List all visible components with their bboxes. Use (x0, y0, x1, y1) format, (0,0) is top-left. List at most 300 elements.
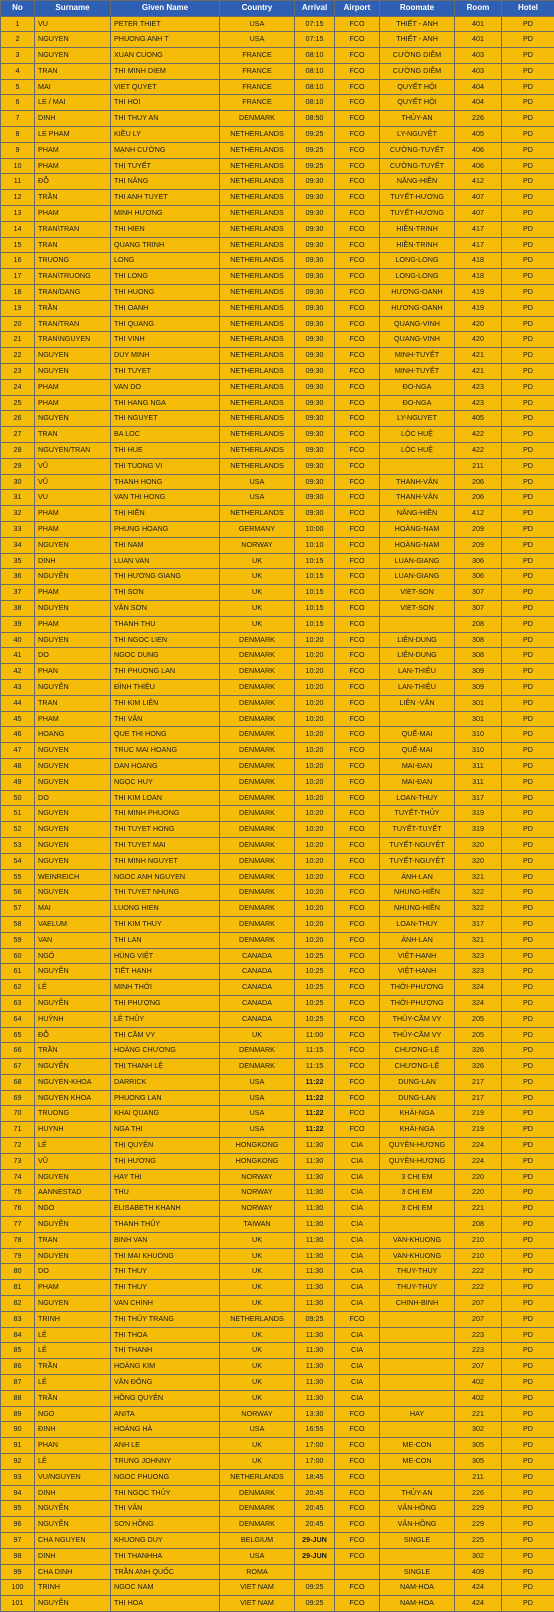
cell-roomate[interactable]: ÁNH-LAN (380, 869, 455, 885)
cell-roomate[interactable]: TUYẾT-HƯƠNG (380, 206, 455, 222)
cell-roomate[interactable]: KHẢI-NGA (380, 1122, 455, 1138)
cell-roomate[interactable]: SINGLE (380, 1533, 455, 1549)
cell-given-name[interactable]: LUAN VAN (111, 553, 220, 569)
cell-country[interactable]: DENMARK (220, 916, 295, 932)
cell-airport[interactable]: FCO (335, 63, 380, 79)
cell-arrival[interactable]: 10:20 (295, 869, 335, 885)
cell-roomate[interactable] (380, 616, 455, 632)
cell-hotel[interactable]: PD (502, 664, 554, 680)
cell-room[interactable]: 310 (455, 743, 502, 759)
cell-hotel[interactable]: PD (502, 806, 554, 822)
cell-given-name[interactable]: THI TUYET (111, 364, 220, 380)
cell-country[interactable]: UK (220, 1359, 295, 1375)
cell-no[interactable]: 21 (1, 332, 35, 348)
cell-room[interactable]: 221 (455, 1406, 502, 1422)
table-row[interactable] (1, 743, 554, 759)
cell-hotel[interactable]: PD (502, 32, 554, 48)
cell-airport[interactable]: FCO (335, 901, 380, 917)
cell-given-name[interactable]: THI HUE (111, 443, 220, 459)
cell-no[interactable]: 45 (1, 711, 35, 727)
cell-surname[interactable]: TRAN (35, 63, 111, 79)
table-row[interactable] (1, 142, 554, 158)
cell-surname[interactable]: TRAN (35, 427, 111, 443)
cell-room[interactable]: 407 (455, 190, 502, 206)
cell-no[interactable]: 40 (1, 632, 35, 648)
table-row[interactable] (1, 474, 554, 490)
cell-country[interactable]: UK (220, 585, 295, 601)
cell-hotel[interactable]: PD (502, 1375, 554, 1391)
cell-hotel[interactable]: PD (502, 1438, 554, 1454)
cell-room[interactable]: 402 (455, 1375, 502, 1391)
cell-surname[interactable]: PHAM (35, 711, 111, 727)
cell-given-name[interactable]: VĂN SƠN (111, 600, 220, 616)
cell-surname[interactable]: NGÔ (35, 948, 111, 964)
table-row[interactable] (1, 537, 554, 553)
cell-no[interactable]: 82 (1, 1296, 35, 1312)
cell-roomate[interactable] (380, 1548, 455, 1564)
cell-given-name[interactable]: THỊ THỦY TRANG (111, 1311, 220, 1327)
cell-arrival[interactable]: 18:45 (295, 1469, 335, 1485)
cell-hotel[interactable]: PD (502, 95, 554, 111)
cell-roomate[interactable]: NHUNG-HIỀN (380, 901, 455, 917)
cell-arrival[interactable]: 08:10 (295, 79, 335, 95)
cell-hotel[interactable]: PD (502, 300, 554, 316)
cell-no[interactable]: 39 (1, 616, 35, 632)
cell-no[interactable]: 80 (1, 1264, 35, 1280)
cell-hotel[interactable]: PD (502, 379, 554, 395)
cell-arrival[interactable]: 10:25 (295, 980, 335, 996)
cell-given-name[interactable]: TRẦN ANH QUỐC (111, 1564, 220, 1580)
cell-arrival[interactable]: 11:22 (295, 1106, 335, 1122)
cell-no[interactable]: 75 (1, 1185, 35, 1201)
cell-hotel[interactable]: PD (502, 490, 554, 506)
cell-hotel[interactable]: PD (502, 537, 554, 553)
cell-country[interactable]: DENMARK (220, 932, 295, 948)
table-row[interactable] (1, 901, 554, 917)
cell-arrival[interactable]: 10:20 (295, 743, 335, 759)
cell-no[interactable]: 1 (1, 16, 35, 32)
cell-room[interactable]: 401 (455, 16, 502, 32)
table-row[interactable] (1, 1454, 554, 1470)
cell-country[interactable]: DENMARK (220, 790, 295, 806)
table-row[interactable] (1, 364, 554, 380)
cell-airport[interactable]: FCO (335, 1469, 380, 1485)
cell-roomate[interactable] (380, 1217, 455, 1233)
cell-given-name[interactable]: THANH THỦY (111, 1217, 220, 1233)
table-row[interactable] (1, 616, 554, 632)
cell-given-name[interactable]: THỊ THANH LỆ (111, 1059, 220, 1075)
cell-no[interactable]: 27 (1, 427, 35, 443)
cell-no[interactable]: 28 (1, 443, 35, 459)
cell-no[interactable]: 9 (1, 142, 35, 158)
cell-airport[interactable]: FCO (335, 885, 380, 901)
cell-arrival[interactable]: 10:15 (295, 585, 335, 601)
cell-given-name[interactable]: THI HANG NGA (111, 395, 220, 411)
cell-roomate[interactable]: LAN-THIỆU (380, 679, 455, 695)
cell-country[interactable]: UK (220, 1327, 295, 1343)
cell-airport[interactable]: FCO (335, 1011, 380, 1027)
table-row[interactable] (1, 237, 554, 253)
cell-airport[interactable]: CIA (335, 1153, 380, 1169)
cell-country[interactable]: NETHERLANDS (220, 127, 295, 143)
cell-hotel[interactable]: PD (502, 901, 554, 917)
cell-country[interactable]: NETHERLANDS (220, 237, 295, 253)
cell-given-name[interactable]: BINH VAN (111, 1232, 220, 1248)
cell-hotel[interactable]: PD (502, 1153, 554, 1169)
cell-country[interactable]: CANADA (220, 1011, 295, 1027)
cell-given-name[interactable]: THI VINH (111, 332, 220, 348)
table-row[interactable] (1, 1217, 554, 1233)
cell-room[interactable]: 317 (455, 790, 502, 806)
cell-airport[interactable]: FCO (335, 269, 380, 285)
cell-room[interactable]: 207 (455, 1359, 502, 1375)
column-header-country[interactable]: Country (220, 1, 295, 17)
table-row[interactable] (1, 695, 554, 711)
cell-given-name[interactable]: THI THOA (111, 1327, 220, 1343)
cell-room[interactable]: 323 (455, 964, 502, 980)
table-row[interactable] (1, 522, 554, 538)
cell-surname[interactable]: NGUYỄN (35, 1517, 111, 1533)
cell-hotel[interactable]: PD (502, 585, 554, 601)
table-row[interactable] (1, 458, 554, 474)
cell-roomate[interactable]: LOAN-THUY (380, 916, 455, 932)
cell-hotel[interactable]: PD (502, 1027, 554, 1043)
cell-room[interactable]: 302 (455, 1548, 502, 1564)
cell-no[interactable]: 14 (1, 221, 35, 237)
cell-roomate[interactable]: TUYẾT-NGUYỆT (380, 837, 455, 853)
column-header-surname[interactable]: Surname (35, 1, 111, 17)
cell-no[interactable]: 60 (1, 948, 35, 964)
cell-country[interactable]: UK (220, 1375, 295, 1391)
cell-arrival[interactable]: 11:15 (295, 1043, 335, 1059)
cell-room[interactable]: 205 (455, 1027, 502, 1043)
cell-room[interactable]: 409 (455, 1564, 502, 1580)
cell-country[interactable]: UK (220, 600, 295, 616)
cell-airport[interactable]: FCO (335, 1517, 380, 1533)
cell-arrival[interactable]: 10:20 (295, 885, 335, 901)
cell-hotel[interactable]: PD (502, 253, 554, 269)
cell-arrival[interactable]: 09:30 (295, 237, 335, 253)
cell-no[interactable]: 19 (1, 300, 35, 316)
cell-no[interactable]: 74 (1, 1169, 35, 1185)
cell-surname[interactable]: NGUYEN-KHOA (35, 1074, 111, 1090)
cell-arrival[interactable]: 09:25 (295, 127, 335, 143)
cell-country[interactable]: USA (220, 1548, 295, 1564)
cell-surname[interactable]: TRAN\NGUYEN (35, 332, 111, 348)
cell-room[interactable]: 421 (455, 364, 502, 380)
cell-arrival[interactable]: 09:30 (295, 458, 335, 474)
table-row[interactable] (1, 600, 554, 616)
table-row[interactable] (1, 316, 554, 332)
table-row[interactable] (1, 1296, 554, 1312)
cell-surname[interactable]: ĐỖ (35, 1027, 111, 1043)
cell-arrival[interactable]: 09:30 (295, 221, 335, 237)
cell-country[interactable]: NETHERLANDS (220, 300, 295, 316)
cell-hotel[interactable]: PD (502, 1201, 554, 1217)
cell-hotel[interactable]: PD (502, 443, 554, 459)
cell-given-name[interactable]: HOÀNG HÀ (111, 1422, 220, 1438)
cell-surname[interactable]: VŨ (35, 474, 111, 490)
cell-given-name[interactable]: THI NGOC LIEN (111, 632, 220, 648)
cell-room[interactable]: 222 (455, 1264, 502, 1280)
cell-arrival[interactable]: 09:30 (295, 443, 335, 459)
cell-no[interactable]: 68 (1, 1074, 35, 1090)
cell-room[interactable]: 422 (455, 443, 502, 459)
cell-given-name[interactable]: THI HUONG (111, 285, 220, 301)
cell-given-name[interactable]: BA LOC (111, 427, 220, 443)
cell-no[interactable]: 99 (1, 1564, 35, 1580)
cell-arrival[interactable]: 09:30 (295, 427, 335, 443)
cell-surname[interactable]: NGUYEN (35, 48, 111, 64)
table-row[interactable] (1, 632, 554, 648)
cell-given-name[interactable]: THỊ HOA (111, 1596, 220, 1612)
cell-hotel[interactable]: PD (502, 1232, 554, 1248)
cell-roomate[interactable]: THANH-VÂN (380, 474, 455, 490)
cell-airport[interactable]: FCO (335, 774, 380, 790)
table-row[interactable] (1, 853, 554, 869)
cell-arrival[interactable]: 09:25 (295, 142, 335, 158)
cell-arrival[interactable]: 09:25 (295, 1596, 335, 1612)
table-row[interactable] (1, 1232, 554, 1248)
cell-arrival[interactable]: 10:25 (295, 948, 335, 964)
cell-surname[interactable]: DINH (35, 111, 111, 127)
cell-surname[interactable]: NGUYEN (35, 822, 111, 838)
cell-hotel[interactable]: PD (502, 1343, 554, 1359)
cell-room[interactable]: 224 (455, 1153, 502, 1169)
cell-given-name[interactable]: THI TUONG VI (111, 458, 220, 474)
cell-no[interactable]: 41 (1, 648, 35, 664)
cell-arrival[interactable]: 09:30 (295, 395, 335, 411)
table-row[interactable] (1, 1359, 554, 1375)
cell-airport[interactable]: FCO (335, 679, 380, 695)
cell-surname[interactable]: PHAM (35, 142, 111, 158)
cell-airport[interactable]: FCO (335, 695, 380, 711)
cell-no[interactable]: 22 (1, 348, 35, 364)
cell-airport[interactable]: FCO (335, 474, 380, 490)
cell-airport[interactable]: FCO (335, 806, 380, 822)
cell-hotel[interactable]: PD (502, 364, 554, 380)
cell-country[interactable]: NETHERLANDS (220, 253, 295, 269)
cell-no[interactable]: 10 (1, 158, 35, 174)
cell-surname[interactable]: NGUYEN (35, 537, 111, 553)
cell-hotel[interactable]: PD (502, 616, 554, 632)
cell-airport[interactable]: CIA (335, 1217, 380, 1233)
cell-roomate[interactable]: LIÊN-DUNG (380, 648, 455, 664)
cell-room[interactable]: 311 (455, 774, 502, 790)
cell-no[interactable]: 54 (1, 853, 35, 869)
cell-hotel[interactable]: PD (502, 1454, 554, 1470)
cell-airport[interactable]: FCO (335, 932, 380, 948)
cell-no[interactable]: 44 (1, 695, 35, 711)
cell-surname[interactable]: TRINH (35, 1311, 111, 1327)
cell-airport[interactable]: FCO (335, 142, 380, 158)
cell-hotel[interactable]: PD (502, 474, 554, 490)
cell-hotel[interactable]: PD (502, 679, 554, 695)
cell-country[interactable]: DENMARK (220, 648, 295, 664)
cell-roomate[interactable]: THỦY-AN (380, 111, 455, 127)
cell-airport[interactable]: FCO (335, 158, 380, 174)
table-row[interactable] (1, 1564, 554, 1580)
cell-roomate[interactable] (380, 1359, 455, 1375)
cell-airport[interactable]: CIA (335, 1248, 380, 1264)
cell-country[interactable]: NETHERLANDS (220, 158, 295, 174)
cell-country[interactable]: NETHERLANDS (220, 190, 295, 206)
cell-surname[interactable]: LE PHAM (35, 127, 111, 143)
cell-arrival[interactable]: 09:30 (295, 190, 335, 206)
cell-given-name[interactable]: THANH THU (111, 616, 220, 632)
cell-hotel[interactable]: PD (502, 190, 554, 206)
cell-hotel[interactable]: PD (502, 822, 554, 838)
cell-arrival[interactable]: 09:25 (295, 1311, 335, 1327)
cell-hotel[interactable]: PD (502, 332, 554, 348)
cell-given-name[interactable]: NGA THI (111, 1122, 220, 1138)
cell-country[interactable]: VIET NAM (220, 1596, 295, 1612)
cell-surname[interactable]: PHAM (35, 585, 111, 601)
cell-country[interactable]: NETHERLANDS (220, 316, 295, 332)
cell-surname[interactable]: NGUYỄN (35, 1501, 111, 1517)
cell-roomate[interactable]: HIỀN-TRINH (380, 221, 455, 237)
table-row[interactable] (1, 758, 554, 774)
cell-given-name[interactable]: THANH HONG (111, 474, 220, 490)
cell-surname[interactable]: LE / MAI (35, 95, 111, 111)
cell-country[interactable]: NETHERLANDS (220, 221, 295, 237)
cell-country[interactable]: DENMARK (220, 1501, 295, 1517)
cell-airport[interactable]: FCO (335, 1596, 380, 1612)
cell-roomate[interactable]: VIỆT-HẠNH (380, 964, 455, 980)
cell-airport[interactable]: FCO (335, 490, 380, 506)
cell-hotel[interactable]: PD (502, 206, 554, 222)
cell-surname[interactable]: VU/NGUYEN (35, 1469, 111, 1485)
cell-roomate[interactable]: ĐO-NGA (380, 395, 455, 411)
cell-arrival[interactable]: 10:20 (295, 916, 335, 932)
cell-arrival[interactable]: 20:45 (295, 1517, 335, 1533)
cell-arrival[interactable]: 11:30 (295, 1343, 335, 1359)
cell-no[interactable]: 11 (1, 174, 35, 190)
cell-roomate[interactable]: NHUNG-HIỀN (380, 885, 455, 901)
cell-country[interactable]: UK (220, 1027, 295, 1043)
cell-no[interactable]: 23 (1, 364, 35, 380)
cell-no[interactable]: 20 (1, 316, 35, 332)
cell-roomate[interactable]: THIẾT - ANH (380, 16, 455, 32)
cell-country[interactable]: NETHERLANDS (220, 395, 295, 411)
table-row[interactable] (1, 253, 554, 269)
table-row[interactable] (1, 174, 554, 190)
cell-airport[interactable]: FCO (335, 95, 380, 111)
cell-arrival[interactable]: 11:30 (295, 1217, 335, 1233)
table-row[interactable] (1, 1027, 554, 1043)
cell-given-name[interactable]: LÊ THỦY (111, 1011, 220, 1027)
cell-arrival[interactable]: 11:30 (295, 1185, 335, 1201)
cell-country[interactable]: NETHERLANDS (220, 458, 295, 474)
cell-surname[interactable]: TRẦN (35, 1359, 111, 1375)
cell-roomate[interactable]: NĂNG-HIỀN (380, 174, 455, 190)
table-row[interactable] (1, 1375, 554, 1391)
cell-room[interactable]: 305 (455, 1454, 502, 1470)
cell-surname[interactable]: VU (35, 16, 111, 32)
cell-arrival[interactable]: 10:10 (295, 537, 335, 553)
cell-airport[interactable]: FCO (335, 1043, 380, 1059)
cell-room[interactable]: 319 (455, 806, 502, 822)
table-row[interactable] (1, 995, 554, 1011)
cell-surname[interactable]: TRAN\TRAN (35, 221, 111, 237)
cell-country[interactable]: DENMARK (220, 1043, 295, 1059)
cell-arrival[interactable]: 09:30 (295, 490, 335, 506)
cell-hotel[interactable]: PD (502, 63, 554, 79)
cell-country[interactable]: UK (220, 1232, 295, 1248)
cell-no[interactable]: 72 (1, 1138, 35, 1154)
cell-roomate[interactable]: HƯƠNG-OANH (380, 300, 455, 316)
cell-surname[interactable]: NGUYEN (35, 853, 111, 869)
cell-airport[interactable]: FCO (335, 379, 380, 395)
cell-hotel[interactable]: PD (502, 727, 554, 743)
cell-no[interactable]: 8 (1, 127, 35, 143)
cell-hotel[interactable]: PD (502, 458, 554, 474)
cell-roomate[interactable]: QUẾ-MAI (380, 727, 455, 743)
cell-roomate[interactable]: MINH-TUYẾT (380, 364, 455, 380)
cell-hotel[interactable]: PD (502, 980, 554, 996)
cell-surname[interactable]: NGUYEN KHOA (35, 1090, 111, 1106)
cell-airport[interactable]: FCO (335, 1106, 380, 1122)
table-row[interactable] (1, 569, 554, 585)
cell-hotel[interactable]: PD (502, 142, 554, 158)
cell-country[interactable]: CANADA (220, 948, 295, 964)
cell-airport[interactable]: FCO (335, 585, 380, 601)
cell-country[interactable]: DENMARK (220, 901, 295, 917)
cell-room[interactable]: 226 (455, 111, 502, 127)
cell-room[interactable]: 309 (455, 664, 502, 680)
cell-given-name[interactable]: XUAN CUONG (111, 48, 220, 64)
cell-no[interactable]: 63 (1, 995, 35, 1011)
cell-arrival[interactable]: 10:25 (295, 995, 335, 1011)
cell-arrival[interactable]: 20:45 (295, 1501, 335, 1517)
cell-hotel[interactable]: PD (502, 1074, 554, 1090)
cell-country[interactable]: CANADA (220, 980, 295, 996)
cell-surname[interactable]: PHAM (35, 616, 111, 632)
cell-arrival[interactable]: 09:30 (295, 474, 335, 490)
cell-room[interactable]: 319 (455, 822, 502, 838)
table-row[interactable] (1, 1106, 554, 1122)
cell-room[interactable]: 406 (455, 142, 502, 158)
cell-airport[interactable]: FCO (335, 964, 380, 980)
cell-airport[interactable]: CIA (335, 1390, 380, 1406)
cell-country[interactable]: NETHERLANDS (220, 332, 295, 348)
cell-given-name[interactable]: THU (111, 1185, 220, 1201)
cell-given-name[interactable]: TIẾT HẠNH (111, 964, 220, 980)
cell-room[interactable]: 206 (455, 490, 502, 506)
table-row[interactable] (1, 837, 554, 853)
cell-given-name[interactable]: THI THUY (111, 1280, 220, 1296)
cell-room[interactable]: 211 (455, 1469, 502, 1485)
cell-arrival[interactable]: 10:20 (295, 727, 335, 743)
cell-arrival[interactable]: 11:30 (295, 1201, 335, 1217)
cell-airport[interactable]: FCO (335, 1454, 380, 1470)
cell-no[interactable]: 6 (1, 95, 35, 111)
table-row[interactable] (1, 490, 554, 506)
cell-arrival[interactable]: 10:20 (295, 806, 335, 822)
cell-surname[interactable]: NGUYỄN (35, 679, 111, 695)
cell-surname[interactable]: NGUYEN (35, 758, 111, 774)
cell-arrival[interactable]: 10:20 (295, 679, 335, 695)
cell-given-name[interactable]: SƠN HỒNG (111, 1517, 220, 1533)
cell-room[interactable]: 417 (455, 221, 502, 237)
cell-airport[interactable]: FCO (335, 853, 380, 869)
cell-country[interactable]: CANADA (220, 964, 295, 980)
cell-hotel[interactable]: PD (502, 1327, 554, 1343)
cell-room[interactable]: 404 (455, 95, 502, 111)
cell-surname[interactable]: VŨ (35, 458, 111, 474)
cell-room[interactable]: 229 (455, 1517, 502, 1533)
cell-arrival[interactable]: 11:30 (295, 1327, 335, 1343)
